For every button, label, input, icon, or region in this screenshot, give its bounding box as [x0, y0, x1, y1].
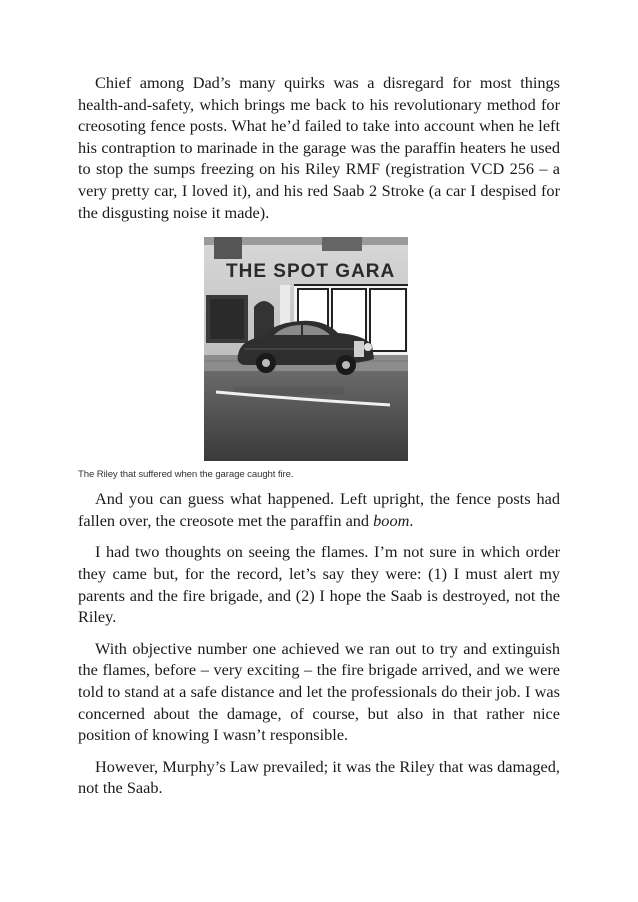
paragraph-2-end: .	[409, 510, 414, 530]
paragraph-4: With objective number one achieved we ran out to try and extinguish the flames, before – very exciting – the fire brigade arrived, and we were told to stand at a safe distance and let the professionals do their job. I was concerned about the damage, of course, but also in that rather nice position of knowing I wasn’t responsible.	[78, 638, 560, 745]
paragraph-3: I had two thoughts on seeing the flames. I’m not sure in which order they came but, for the record, let’s say they were: (1) I must alert my parents and the fire brigade, and (2) I hope the Saab is destroyed, not the Riley.	[78, 542, 560, 627]
paragraph-1: Chief among Dad’s many quirks was a disregard for most things health-and-safety, which brings me back to his revolutionary method for creosoting fence posts. What he’d failed to take into account when he left his contraption to marinade in the garage was the paraffin heaters he used to stop the sumps freezing on his Riley RMF (registration VCD 256 – a very pretty car, I loved it), and his red Saab 2 Stroke (a car I despised for the disgusting noise it made).	[78, 73, 560, 222]
paragraph-5: However, Murphy’s Law prevailed; it was the Riley that was damaged, not the Saab.	[78, 756, 560, 798]
riley-car-photo	[204, 237, 408, 461]
page-body	[78, 72, 560, 809]
photo-caption: The Riley that suffered when the garage caught fire.	[78, 469, 294, 481]
paragraph-2	[78, 488, 560, 531]
paragraph-2-text: And you can guess what happened. Left upright, the fence posts had fallen over, the creosote met the paraffin and	[78, 489, 560, 530]
garage-sign: THE SPOT GARA	[226, 261, 396, 283]
paragraph-2-emphasis: boom	[373, 510, 410, 530]
figure	[78, 237, 560, 480]
